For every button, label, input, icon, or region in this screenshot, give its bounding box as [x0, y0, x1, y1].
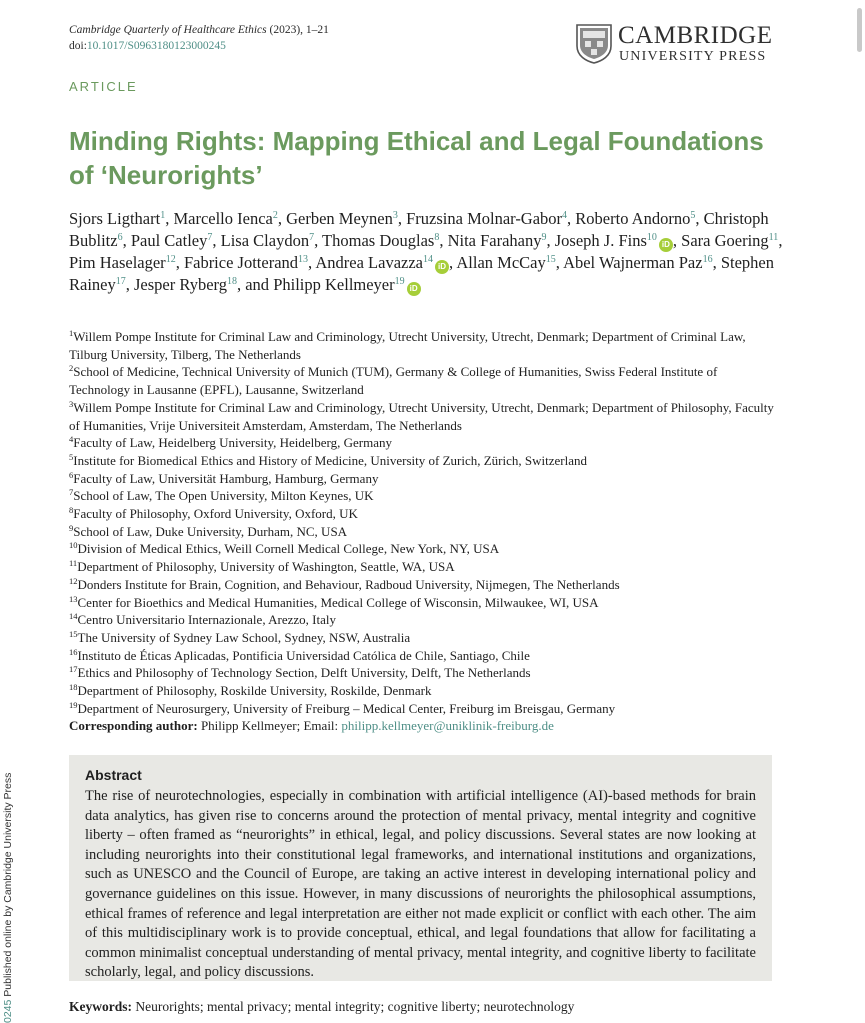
- affiliation-item: [69, 505, 779, 523]
- author-name: Lisa Claydon: [220, 230, 310, 250]
- orcid-icon[interactable]: iD: [435, 260, 449, 274]
- author-name: Sjors Ligthart: [69, 209, 161, 228]
- doi-line: [69, 38, 329, 54]
- author-list: Sjors Ligthart$^1$, Marcello Ienca$^2$, Gerben Meynen$^3$, Fruzsina Molnar-Gabor$^4$, Roberto Andorno$^5$, Christoph Bublitz$^6$, Paul Catley$^7$, Lisa Claydon$^7$, Thomas Douglas$^8$, Nita Farahany$^9$, Joseph J. Fins$^{10}$iD , Sara Goering$^{11}$, Pim Haselager$^{12}$, Fabrice Jotterand$^{13}$, Andrea Lavazza$^{14}$iD , Allan McCay$^{15}$, Abel Wajnerman Paz$^{16}$, Stephen Rainey$^{17}$, Jesper Ryberg$^{18}$, and Philipp Kellmeyer$^{19}$iD: [69, 209, 783, 294]
- affiliation-number: 3: [69, 398, 74, 409]
- author-name: Jesper Ryberg: [134, 274, 227, 294]
- author-name: Thomas Douglas: [322, 230, 435, 250]
- cambridge-shield-icon: [576, 24, 612, 64]
- author-affiliation-ref[interactable]: 11: [768, 231, 779, 243]
- affiliation-text: Faculty of Philosophy, Oxford University, Oxford, UK: [73, 506, 358, 522]
- author-name: Gerben Meynen: [286, 209, 393, 228]
- author-name: Christoph Bublitz: [69, 209, 769, 250]
- affiliation-item: [69, 576, 779, 594]
- affiliation-text: Department of Neurosurgery, University of Freiburg – Medical Center, Freiburg im Breisgau, Germany: [77, 700, 616, 716]
- author-name: Pim Haselager: [69, 252, 166, 272]
- affiliation-number: 8: [69, 505, 74, 516]
- author[interactable]: [322, 231, 439, 250]
- publisher-name-line2: UNIVERSITY PRESS: [619, 49, 767, 64]
- affiliation-text: School of Law, The Open University, Milton Keynes, UK: [73, 488, 374, 504]
- author-name: Paul Catley: [130, 230, 208, 250]
- affiliation-item: [69, 434, 779, 452]
- affiliation-item: [69, 470, 779, 488]
- author-affiliation-ref[interactable]: 6: [117, 231, 123, 243]
- affiliation-item: [69, 700, 779, 718]
- affiliation-item: [69, 682, 779, 700]
- article-title: Minding Rights: Mapping Ethical and Legal Foundations of ‘Neurorights’: [69, 126, 764, 190]
- affiliation-number: 6: [69, 469, 74, 480]
- affiliation-number: 1: [69, 328, 74, 338]
- affiliation-item: [69, 487, 779, 505]
- author-affiliation-ref[interactable]: 18: [226, 275, 237, 287]
- affiliation-item: [69, 540, 779, 558]
- keywords-line: [69, 999, 789, 1015]
- affiliation-number: 18: [69, 682, 78, 693]
- author-affiliation-ref[interactable]: 12: [165, 253, 176, 265]
- authors-and: and: [245, 274, 274, 294]
- author-affiliation-ref[interactable]: 8: [434, 231, 440, 243]
- author[interactable]: [315, 253, 449, 272]
- author-affiliation-ref[interactable]: 13: [298, 253, 309, 265]
- affiliation-item: [69, 452, 779, 470]
- affiliation-item: [69, 664, 779, 682]
- affiliation-item: [69, 629, 779, 647]
- author-name: Marcello Ienca: [173, 209, 273, 228]
- author-affiliation-ref[interactable]: 1: [160, 210, 166, 221]
- affiliation-number: 5: [69, 451, 74, 462]
- affiliation-number: 12: [69, 575, 78, 586]
- affiliation-item: [69, 558, 779, 576]
- affiliation-text: Donders Institute for Brain, Cognition, and Behaviour, Radboud University, Nijmegen, The Netherlands: [77, 576, 620, 592]
- author-affiliation-ref[interactable]: 5: [690, 210, 696, 221]
- side-published-text: Published online by Cambridge University Press: [2, 772, 14, 1000]
- author-name: Fruzsina Molnar-Gabor: [406, 209, 563, 228]
- affiliation-number: 2: [69, 363, 74, 374]
- author[interactable]: [184, 253, 308, 272]
- affiliation-number: 17: [69, 664, 78, 675]
- affiliation-number: 15: [69, 628, 78, 639]
- keywords-label: Keywords:: [69, 999, 132, 1014]
- author-name: Stephen Rainey: [69, 252, 774, 294]
- author-name: Joseph J. Fins: [554, 230, 647, 250]
- abstract-body: The rise of neurotechnologies, especially in combination with artificial intelligence (AI)-based methods for brain data analytics, has given rise to concerns around the protection of mental privacy, mental integrity and cognitive liberty – often framed as “neurorights” in ethical, legal, and policy discussions. Several states are now looking at including neurorights into their constitutional legal frameworks, and international institutions and organizations, such as UNESCO and the Council of Europe, are taking an active interest in developing international policy and governance guidelines on this issue. However, in many discussions of neurorights the philosophical assumptions, ethical frames of reference and legal interpretation are either not made explicit or conflict with each other. The aim of this multidisciplinary work is to provide conceptual, ethical, and legal foundations that allow for facilitating a common minimalist conceptual understanding of mental privacy, mental integrity, and cognitive liberty to facilitate scholarly, legal, and policy discussions.: [85, 788, 756, 981]
- author-affiliation-ref[interactable]: 2: [272, 210, 278, 221]
- citation-header: [69, 22, 329, 54]
- publisher-logo[interactable]: [576, 24, 776, 68]
- affiliation-text: Instituto de Éticas Aplicadas, Pontificia Universidad Católica de Chile, Santiago, Chile: [77, 647, 530, 663]
- author-affiliation-ref[interactable]: 4: [562, 210, 568, 221]
- author[interactable]: [69, 253, 176, 272]
- author[interactable]: [173, 209, 277, 228]
- affiliation-text: School of Law, Duke University, Durham, NC, USA: [73, 523, 348, 539]
- orcid-icon[interactable]: iD: [659, 238, 673, 252]
- affiliation-number: 7: [69, 487, 74, 498]
- affiliation-item: [69, 328, 779, 363]
- affiliation-item: [69, 594, 779, 612]
- author-affiliation-ref[interactable]: 19: [394, 275, 405, 287]
- affiliation-text: Willem Pompe Institute for Criminal Law and Criminology, Utrecht University, Utrecht, Denmark; Department of Criminal Law, Tilburg University, Tilberg, The Netherlands: [69, 329, 746, 362]
- affiliation-text: School of Medicine, Technical University of Munich (TUM), Germany & College of Humanities, Swiss Federal Institute of Technology in Lausanne (EPFL), Lausanne, Switzerland: [69, 364, 718, 398]
- affiliation-text: Willem Pompe Institute for Criminal Law and Criminology, Utrecht University, Utrecht, Denmark; Department of Philosophy, Faculty of Humanities, Vrije Universiteit Amsterdam, Amsterdam, The Netherlands: [69, 399, 774, 433]
- affiliation-text: Faculty of Law, Universität Hamburg, Hamburg, Germany: [73, 470, 379, 486]
- author-affiliation-ref[interactable]: 16: [702, 253, 713, 265]
- abstract-box: [69, 755, 772, 981]
- citation-year-pages: (2023), 1–21: [266, 24, 329, 36]
- author[interactable]: [273, 275, 420, 294]
- affiliation-item: [69, 399, 779, 434]
- affiliation-number: 10: [69, 540, 78, 551]
- author-affiliation-ref[interactable]: 3: [392, 210, 398, 221]
- publisher-name-line1: CAMBRIDGE: [618, 22, 773, 49]
- affiliation-text: Institute for Biomedical Ethics and History of Medicine, University of Zurich, Zürich, Switzerland: [73, 452, 587, 468]
- scrollbar-thumb[interactable]: [857, 8, 862, 52]
- affiliation-number: 13: [69, 593, 78, 604]
- affiliation-text: Department of Philosophy, University of Washington, Seattle, WA, USA: [77, 559, 455, 575]
- affiliation-text: Department of Philosophy, Roskilde University, Roskilde, Denmark: [77, 683, 432, 699]
- affiliation-text: Centro Universitario Internazionale, Arezzo, Italy: [77, 612, 336, 628]
- author[interactable]: [69, 209, 165, 228]
- corresponding-text: Philipp Kellmeyer; Email:: [197, 718, 342, 734]
- affiliation-text: Faculty of Law, Heidelberg University, Heidelberg, Germany: [73, 435, 393, 451]
- affiliation-item: [69, 647, 779, 665]
- author-name: Philipp Kellmeyer: [273, 274, 395, 294]
- affiliation-item: [69, 611, 779, 629]
- affiliation-text: Center for Bioethics and Medical Humanities, Medical College of Wisconsin, Milwaukee, WI, USA: [77, 594, 599, 610]
- author-affiliation-ref[interactable]: 7: [309, 231, 315, 243]
- author-affiliation-ref[interactable]: 7: [207, 231, 213, 243]
- author-name: Fabrice Jotterand: [183, 252, 299, 272]
- author-affiliation-ref[interactable]: 9: [541, 231, 547, 243]
- author[interactable]: [134, 275, 237, 294]
- author[interactable]: [286, 209, 398, 228]
- affiliation-number: 16: [69, 646, 78, 657]
- affiliation-item: [69, 523, 779, 541]
- journal-citation: [69, 22, 329, 38]
- affiliation-number: 14: [69, 611, 78, 622]
- author-affiliation-ref[interactable]: 17: [115, 275, 126, 287]
- corresponding-email-link[interactable]: philipp.kellmeyer@uniklinik-freiburg.de: [341, 718, 554, 734]
- author-affiliation-ref[interactable]: 10: [646, 231, 657, 243]
- affiliation-item: [69, 363, 779, 398]
- abstract-heading: Abstract: [85, 767, 142, 783]
- affiliation-number: 11: [69, 558, 78, 569]
- author[interactable]: [406, 209, 567, 228]
- doi-prefix: doi:: [69, 40, 87, 52]
- author[interactable]: [681, 231, 778, 250]
- affiliation-text: Ethics and Philosophy of Technology Section, Delft University, Delft, The Netherlands: [77, 665, 531, 681]
- orcid-icon[interactable]: iD: [407, 282, 421, 296]
- affiliation-text: Division of Medical Ethics, Weill Cornell Medical College, New York, NY, USA: [77, 541, 500, 557]
- affiliation-number: 4: [69, 434, 74, 445]
- article-type-label: ARTICLE: [69, 79, 138, 94]
- author[interactable]: [563, 253, 713, 272]
- author[interactable]: [131, 231, 213, 250]
- affiliation-number: 19: [69, 699, 78, 710]
- author-name: Nita Farahany: [447, 230, 542, 250]
- author[interactable]: [221, 231, 314, 250]
- corresponding-label: Corresponding author:: [69, 718, 198, 734]
- author[interactable]: [448, 231, 547, 250]
- author-name: Roberto Andorno: [575, 209, 691, 228]
- side-publication-note: [2, 773, 14, 1023]
- author-name: Sara Goering: [681, 230, 769, 250]
- author[interactable]: [456, 253, 555, 272]
- keywords-text: Neurorights; mental privacy; mental integrity; cognitive liberty; neurotechnology: [132, 999, 575, 1014]
- affiliation-list: [69, 328, 779, 735]
- author-name: Abel Wajnerman Paz: [563, 252, 703, 272]
- author-affiliation-ref[interactable]: 15: [545, 253, 556, 265]
- corresponding-author: [69, 717, 779, 735]
- author[interactable]: [555, 231, 673, 250]
- author-affiliation-ref[interactable]: 14: [423, 253, 434, 265]
- author-name: Allan McCay: [456, 252, 546, 272]
- journal-name: Cambridge Quarterly of Healthcare Ethics: [69, 24, 267, 36]
- doi-link[interactable]: 10.1017/S0963180123000245: [86, 40, 226, 52]
- affiliation-text: The University of Sydney Law School, Sydney, NSW, Australia: [77, 629, 411, 645]
- side-doi-tail: 0245: [2, 999, 14, 1023]
- affiliation-number: 9: [69, 522, 74, 533]
- author-name: Andrea Lavazza: [315, 252, 424, 272]
- author[interactable]: [575, 209, 695, 228]
